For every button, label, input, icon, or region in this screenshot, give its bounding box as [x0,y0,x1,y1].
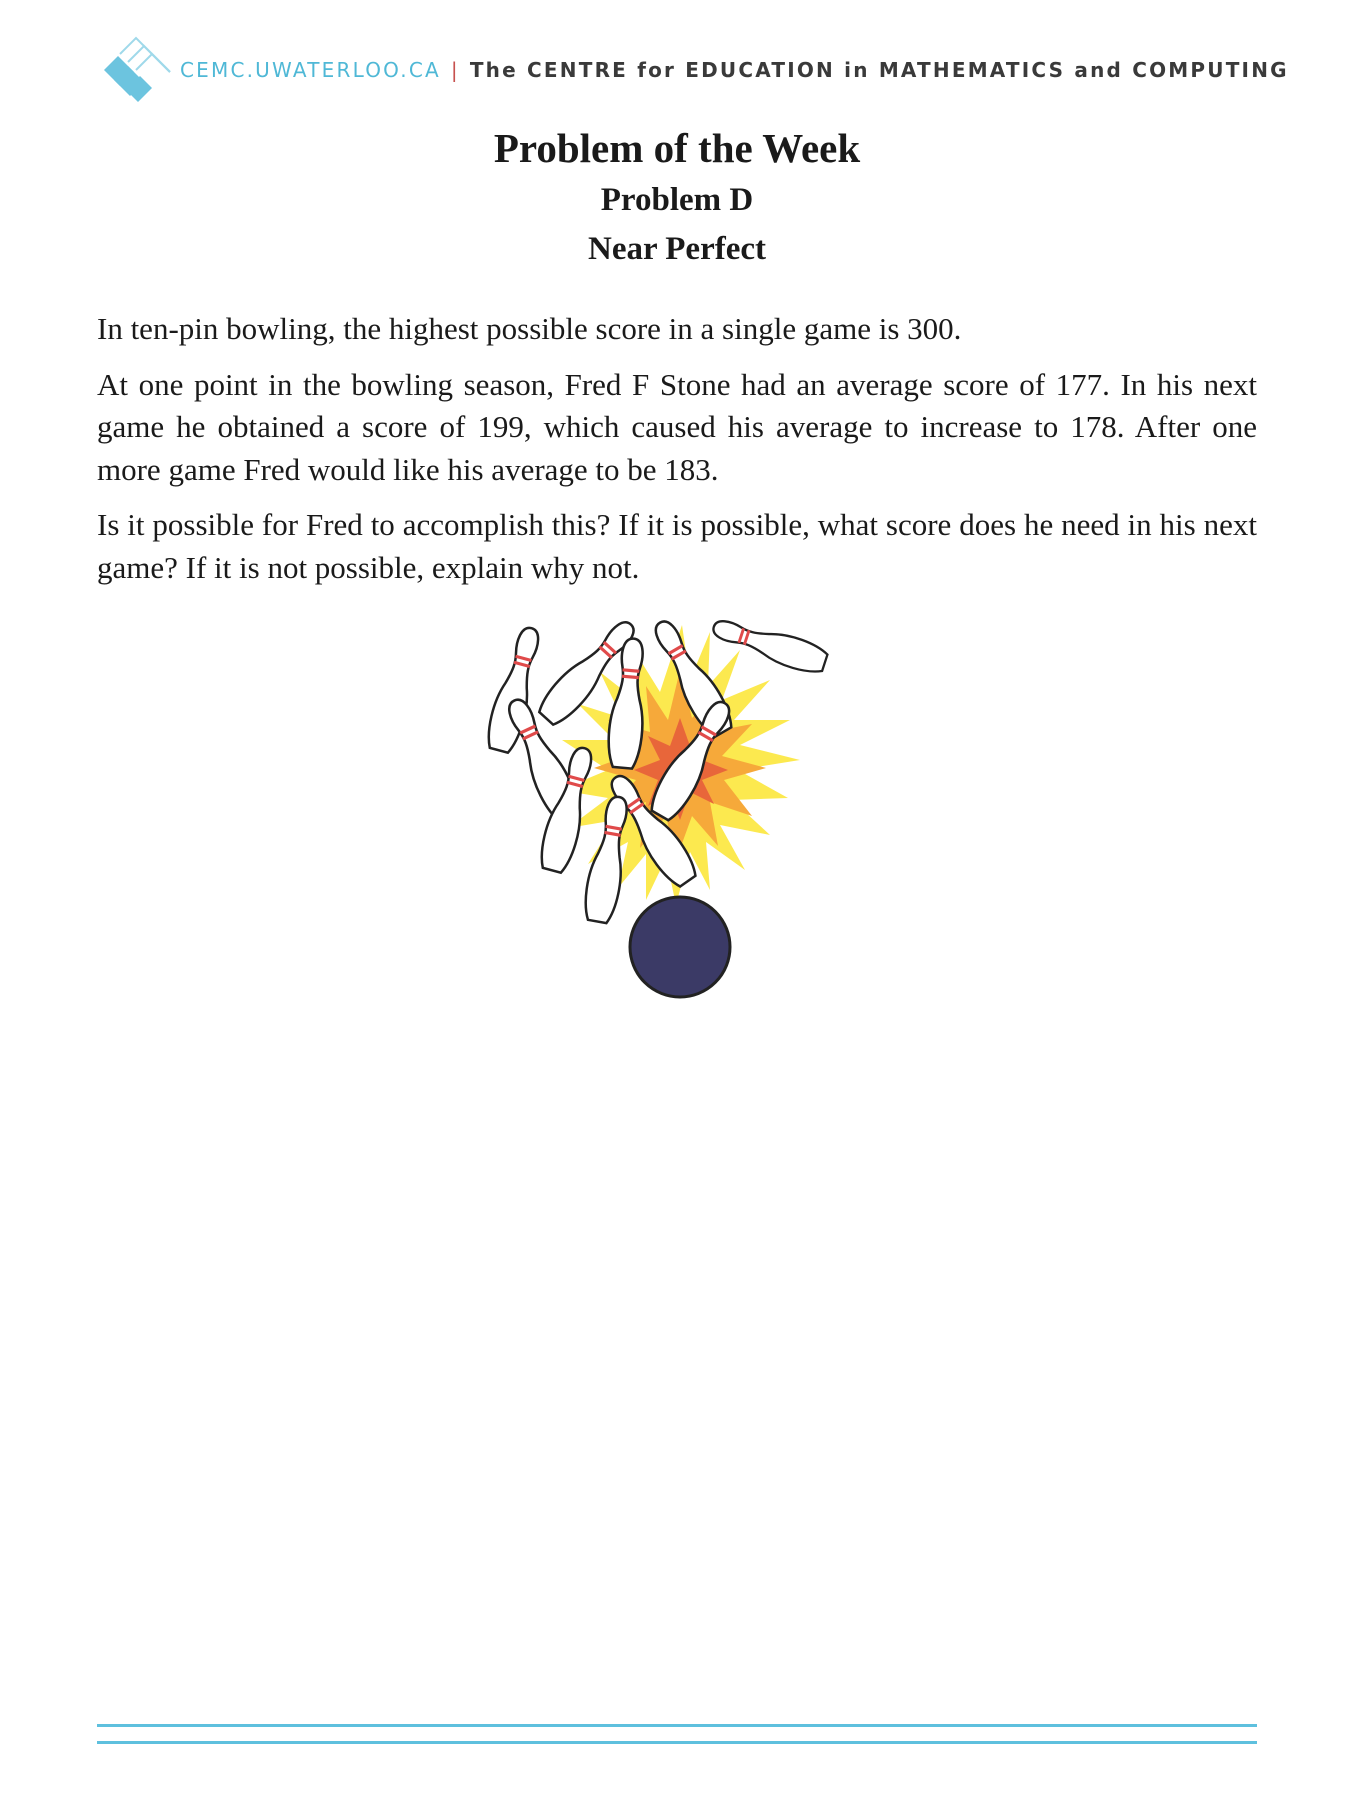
paragraph-1: In ten-pin bowling, the highest possible score in a single game is 300. [97,311,962,346]
page-title: Problem of the Week [493,125,861,171]
organization-name: The CENTRE for EDUCATION in MATHEMATICS and COMPUTING [469,58,1289,82]
cemc-logo-icon [100,36,172,106]
footer-rule-top [97,1724,1257,1727]
paragraph-3: Is it possible for Fred to accomplish this? If it is possible, what score does he need in his next game? If it is not possible, explain why not. [97,507,1257,585]
header-text [180,58,1289,82]
problem-level: Problem D [600,182,754,218]
site-link[interactable]: CEMC.UWATERLOO.CA [180,58,441,82]
header-separator: | [450,58,460,82]
bowling-pins-and-ball-icon [470,620,880,1015]
title-block [0,120,1354,274]
problem-name: Near Perfect [587,231,766,267]
problem-statement [97,308,1257,602]
page-header [100,36,1289,106]
paragraph-2: At one point in the bowling season, Fred F Stone had an average score of 177. In his next game he obtained a score of 199, which caused his average to increase to 178. After one more game Fred would like his average to be 183. [97,366,1257,487]
footer-rule-bottom [97,1741,1257,1744]
bowling-ball [630,897,730,997]
